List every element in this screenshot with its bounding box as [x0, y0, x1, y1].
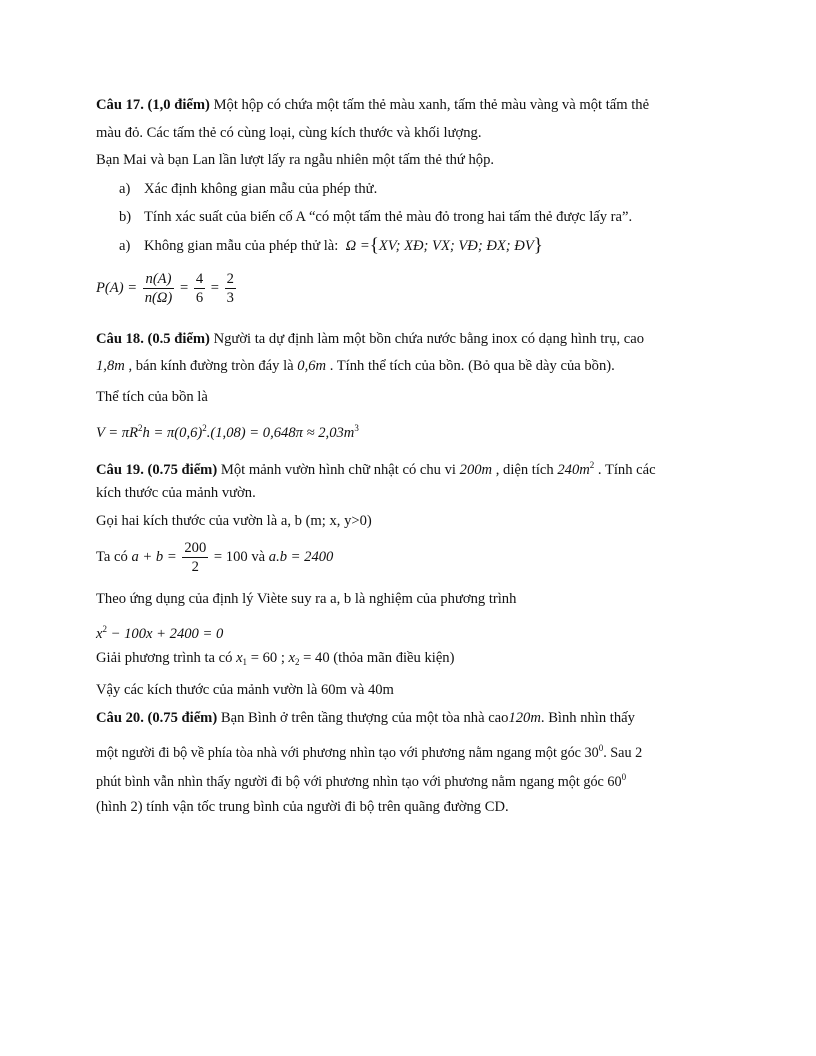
q19-line-1: Câu 19. (0.75 điểm) Một mảnh vườn hình chữ nhật có chu vi 200m , diện tích $240m^2$ . Tính các [96, 460, 656, 478]
q18-heading: Câu 18. (0.5 điểm) [96, 331, 210, 347]
prob-fraction-main: $\frac{n(A)}{n(\Omega)}$ [144, 271, 173, 306]
q19-line-4: Theo ứng dụng của định lý Viète suy ra a, b là nghiệm của phương trình [96, 591, 517, 607]
sample-space-set: XV; XĐ; VX; VĐ; ĐX; ĐV [378, 238, 534, 254]
q18-line-2: 1,8m , bán kính đường tròn đáy là 0,6m . Tính thể tích của bồn. (Bỏ qua bề dày của bồn). [96, 358, 615, 374]
q17-line-2: màu đỏ. Các tấm thẻ có cùng loại, cùng kích thước và khối lượng. [96, 125, 482, 141]
q17-item-b-text: Tính xác suất của biến cố A “có một tấm thẻ màu đỏ trong hai tấm thẻ được lấy ra”. [144, 209, 633, 225]
quadratic-equation: $x^2 - 100x + 2400 = 0$ [96, 624, 224, 642]
omega-lhs: Ω = [345, 238, 370, 254]
q19-heading: Câu 19. (0.75 điểm) [96, 462, 218, 478]
prob-lhs: P(A) = [96, 279, 138, 296]
q17-line-3: Bạn Mai và bạn Lan lần lượt lấy ra ngẫu nhiên một tấm thẻ thứ hộp. [96, 152, 495, 168]
q19-solution: Giải phương trình ta có $x_1 = 60$ ; $x_2 = 40$ (thỏa mãn điều kiện) [96, 650, 455, 667]
q20-angle-30: 30 [584, 745, 599, 761]
q20-angle-60: 60 [607, 774, 622, 790]
q17-item-a-label: a) [119, 181, 131, 197]
q17-item-b [119, 208, 632, 226]
q18-line-1 [96, 330, 644, 348]
q19-perimeter: 200m [459, 462, 493, 478]
prob-fraction-1: $\frac{4}{6}$ [195, 271, 204, 306]
q20-height: 120m [508, 710, 541, 726]
q18-text-1: Người ta dự định làm một bồn chứa nước bằng inox có dạng hình trụ, cao [209, 331, 645, 347]
q17-answer-a-text: Không gian mẫu của phép thử là: [144, 238, 339, 254]
q19-area: 240m [557, 462, 590, 478]
volume-formula: $V = \pi R^2h = \pi(0,6)^2.(1,08) = 0,648\pi \approx 2,03m^3$ [96, 423, 359, 441]
q20-line-2: một người đi bộ về phía tòa nhà với phương nhìn tạo với phương nằm ngang một góc $30^0$. Sau 2 [96, 743, 643, 761]
q17-item-a-text: Xác định không gian mẫu của phép thử. [144, 181, 378, 197]
q19-line-3: Gọi hai kích thước của vườn là a, b (m; x, y>0) [96, 513, 372, 529]
sum-product-equation: Ta có a + b = $\frac{200}{2}$ = 100 và a.b = 2400 [96, 540, 334, 575]
q17-answer-a-label: a) [119, 238, 131, 254]
q20-heading: Câu 20. (0.75 điểm) [96, 710, 218, 726]
q17-heading: Câu 17. (1,0 điểm) [96, 97, 210, 113]
q17-answer-a: a) Không gian mẫu của phép thử là: Ω ={XV; XĐ; VX; VĐ; ĐX; ĐV} [119, 235, 543, 256]
q18-radius: 0,6m [297, 358, 327, 374]
q17-item-a [119, 180, 377, 198]
q20-line-1: Câu 20. (0.75 điểm) Bạn Bình ở trên tầng thượng của một tòa nhà cao120m. Bình nhìn thấy [96, 710, 635, 726]
q17-item-b-label: b) [119, 209, 132, 225]
prob-fraction-2: $\frac{2}{3}$ [226, 271, 234, 306]
q19-line-2: kích thước của mảnh vườn. [96, 485, 256, 501]
q18-height: 1,8m [96, 358, 125, 374]
q17-line-1 [96, 96, 649, 114]
q17-text-1: Một hộp có chứa một tấm thẻ màu xanh, tấm thẻ màu vàng và một tấm thẻ [209, 97, 650, 113]
probability-formula: P(A) = $\frac{n(A)}{n(\Omega)}$ = $\frac{4}{6}$ = $\frac{2}{3}$ [96, 271, 234, 306]
q20-line-3: phút bình vẫn nhìn thấy người đi bộ với phương nhìn tạo với phương nằm ngang một góc $60^0$ [96, 772, 627, 790]
q18-line-3: Thể tích của bồn là [96, 389, 208, 405]
q19-conclusion: Vậy các kích thước của mảnh vườn là 60m và 40m [96, 682, 394, 698]
sum-fraction: $\frac{200}{2}$ [184, 540, 207, 575]
q20-line-4: (hình 2) tính vận tốc trung bình của người đi bộ trên quãng đường CD. [96, 799, 509, 815]
